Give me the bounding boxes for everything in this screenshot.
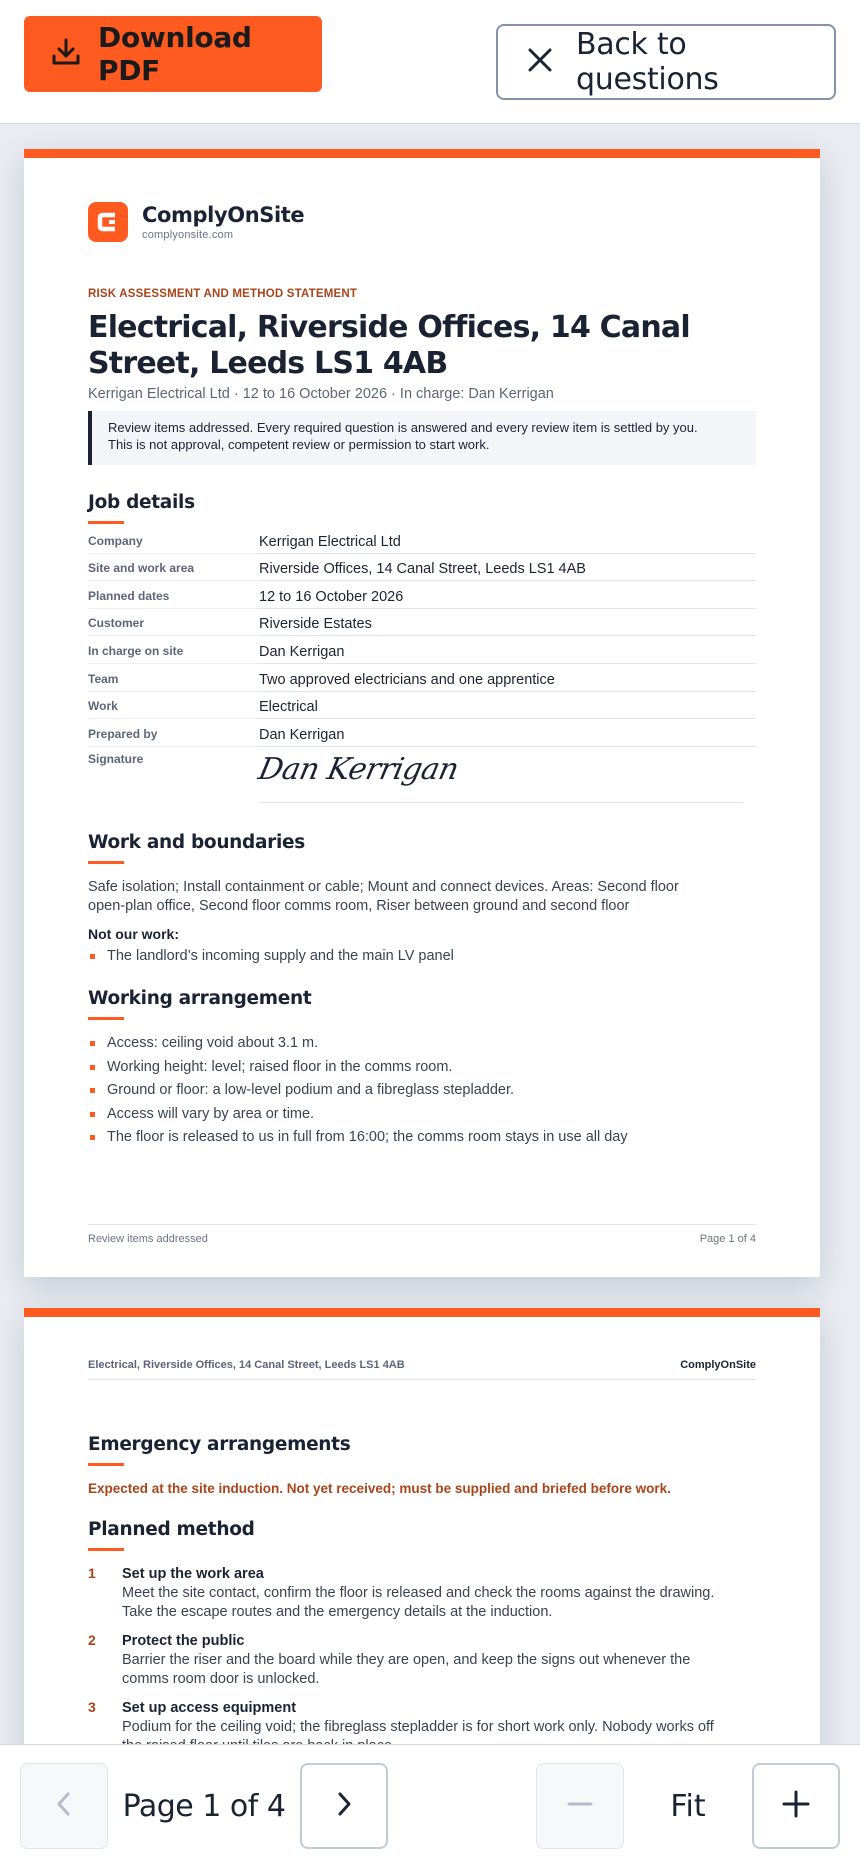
running-header-title: Electrical, Riverside Offices, 14 Canal Street, Leeds LS1 4AB xyxy=(88,1359,405,1371)
detail-key: Prepared by xyxy=(88,727,259,747)
detail-row xyxy=(88,554,756,582)
page-footer-number: Page 1 of 4 xyxy=(699,1233,756,1245)
detail-value: Dan Kerrigan xyxy=(259,644,756,664)
list-item: Access: ceiling void about 3.1 m. xyxy=(88,1032,756,1056)
signature-label: Signature xyxy=(88,752,144,766)
plus-icon xyxy=(782,1790,810,1823)
step-title: Protect the public xyxy=(122,1633,245,1649)
page-footer-rule xyxy=(88,1224,756,1225)
back-to-questions-button[interactable] xyxy=(496,24,836,100)
detail-value: Kerrigan Electrical Ltd xyxy=(259,534,756,554)
list-item: Ground or floor: a low-level podium and a fibreglass stepladder. xyxy=(88,1079,756,1103)
list-item: The floor is released to us in full from 16:00; the comms room stays in use all day xyxy=(88,1126,756,1150)
step-title: Set up the work area xyxy=(122,1566,264,1582)
zoom-in-button[interactable] xyxy=(752,1763,840,1849)
download-pdf-label: Download PDF xyxy=(98,21,252,87)
close-icon xyxy=(526,46,554,79)
detail-row xyxy=(88,581,756,609)
detail-value: Riverside Offices, 14 Canal Street, Leeds LS1 4AB xyxy=(259,561,756,581)
brand-name: ComplyOnSite xyxy=(142,203,305,227)
step-title: Set up access equipment xyxy=(122,1700,297,1716)
detail-row xyxy=(88,692,756,720)
detail-key: Company xyxy=(88,534,259,554)
detail-value: 12 to 16 October 2026 xyxy=(259,589,756,609)
review-notice-line-1: Review items addressed. Every required question is answered and every review item is settled by you. xyxy=(108,420,698,435)
running-header-brand: ComplyOnSite xyxy=(680,1359,756,1371)
step-text: comms room door is unlocked. xyxy=(122,1671,320,1687)
step-text: Barrier the riser and the board while they are open, and keep the signs out whenever the xyxy=(122,1652,691,1668)
working-arrangement-section xyxy=(88,988,756,1150)
working-arrangement-list xyxy=(88,1032,756,1150)
not-our-work-list xyxy=(88,945,756,969)
detail-key: In charge on site xyxy=(88,644,259,664)
brand-url: complyonsite.com xyxy=(142,229,234,241)
pager-toolbar xyxy=(0,1744,860,1864)
method-steps xyxy=(88,1565,756,1756)
step-text: Podium for the ceiling void; the fibreglass stepladder is for short work only. Nobody works off xyxy=(122,1719,714,1735)
step-number: 1 xyxy=(88,1565,96,1581)
document-title: Electrical, Riverside Offices, 14 Canal Street, Leeds LS1 4AB xyxy=(88,310,690,381)
work-boundaries-text-line-2: open-plan office, Second floor comms room, Riser between ground and second floor xyxy=(88,898,630,914)
detail-row xyxy=(88,609,756,637)
planned-method-section xyxy=(88,1519,756,1766)
step-number: 2 xyxy=(88,1632,96,1648)
detail-value: Electrical xyxy=(259,699,756,719)
page-footer-status: Review items addressed xyxy=(88,1233,208,1245)
detail-key: Site and work area xyxy=(88,561,259,581)
work-boundaries-section xyxy=(88,832,756,969)
not-our-work-label: Not our work: xyxy=(88,926,179,942)
next-page-button[interactable] xyxy=(300,1763,388,1849)
signature: Dan Kerrigan xyxy=(255,752,462,787)
review-notice-line-2: This is not approval, competent review or permission to start work. xyxy=(108,437,490,452)
detail-key: Team xyxy=(88,672,259,692)
detail-key: Customer xyxy=(88,616,259,636)
detail-row xyxy=(88,526,756,554)
download-pdf-button[interactable] xyxy=(24,16,322,92)
job-details-section xyxy=(88,492,756,524)
emergency-section xyxy=(88,1434,756,1496)
review-notice xyxy=(88,411,756,465)
document-meta: Kerrigan Electrical Ltd · 12 to 16 October 2026 · In charge: Dan Kerrigan xyxy=(88,386,554,402)
top-toolbar xyxy=(0,0,860,124)
detail-key: Planned dates xyxy=(88,589,259,609)
download-icon xyxy=(50,36,82,73)
minus-icon xyxy=(567,1791,593,1822)
emergency-text: Expected at the site induction. Not yet received; must be supplied and briefed before work. xyxy=(88,1481,671,1496)
detail-row xyxy=(88,719,756,747)
job-details-table xyxy=(88,526,756,747)
job-details-heading: Job details xyxy=(88,492,756,524)
brand-header xyxy=(88,202,756,242)
list-item: The landlord’s incoming supply and the main LV panel xyxy=(88,945,756,969)
chevron-right-icon xyxy=(334,1791,354,1822)
detail-row xyxy=(88,636,756,664)
method-step xyxy=(88,1632,756,1689)
method-step xyxy=(88,1565,756,1622)
list-item: Access will vary by area or time. xyxy=(88,1103,756,1127)
work-boundaries-heading: Work and boundaries xyxy=(88,832,756,864)
fit-button[interactable]: Fit xyxy=(670,1788,706,1824)
zoom-out-button[interactable] xyxy=(536,1763,624,1849)
step-text: Meet the site contact, confirm the floor is released and check the rooms against the drawing. xyxy=(122,1585,715,1601)
page-indicator: Page 1 of 4 xyxy=(122,1788,286,1824)
detail-value: Two approved electricians and one apprentice xyxy=(259,672,756,692)
chevron-left-icon xyxy=(54,1791,74,1822)
working-arrangement-heading: Working arrangement xyxy=(88,988,756,1020)
document-page-1 xyxy=(24,149,820,1277)
signature-row xyxy=(88,752,756,808)
previous-page-button[interactable] xyxy=(20,1763,108,1849)
page-running-header xyxy=(88,1359,756,1380)
detail-row xyxy=(88,664,756,692)
planned-method-heading: Planned method xyxy=(88,1519,756,1551)
detail-value: Riverside Estates xyxy=(259,616,756,636)
signature-line xyxy=(259,802,743,803)
back-to-questions-label: Back to questions xyxy=(576,27,719,97)
step-number: 3 xyxy=(88,1699,96,1715)
step-text: Take the escape routes and the emergency details at the induction. xyxy=(122,1604,553,1620)
detail-key: Work xyxy=(88,699,259,719)
emergency-heading: Emergency arrangements xyxy=(88,1434,756,1466)
work-boundaries-text-line-1: Safe isolation; Install containment or cable; Mount and connect devices. Areas: Second floor xyxy=(88,879,679,895)
document-kicker: RISK ASSESSMENT AND METHOD STATEMENT xyxy=(88,288,358,300)
list-item: Working height: level; raised floor in the comms room. xyxy=(88,1056,756,1080)
brand-logo xyxy=(88,202,128,242)
detail-value: Dan Kerrigan xyxy=(259,727,756,747)
